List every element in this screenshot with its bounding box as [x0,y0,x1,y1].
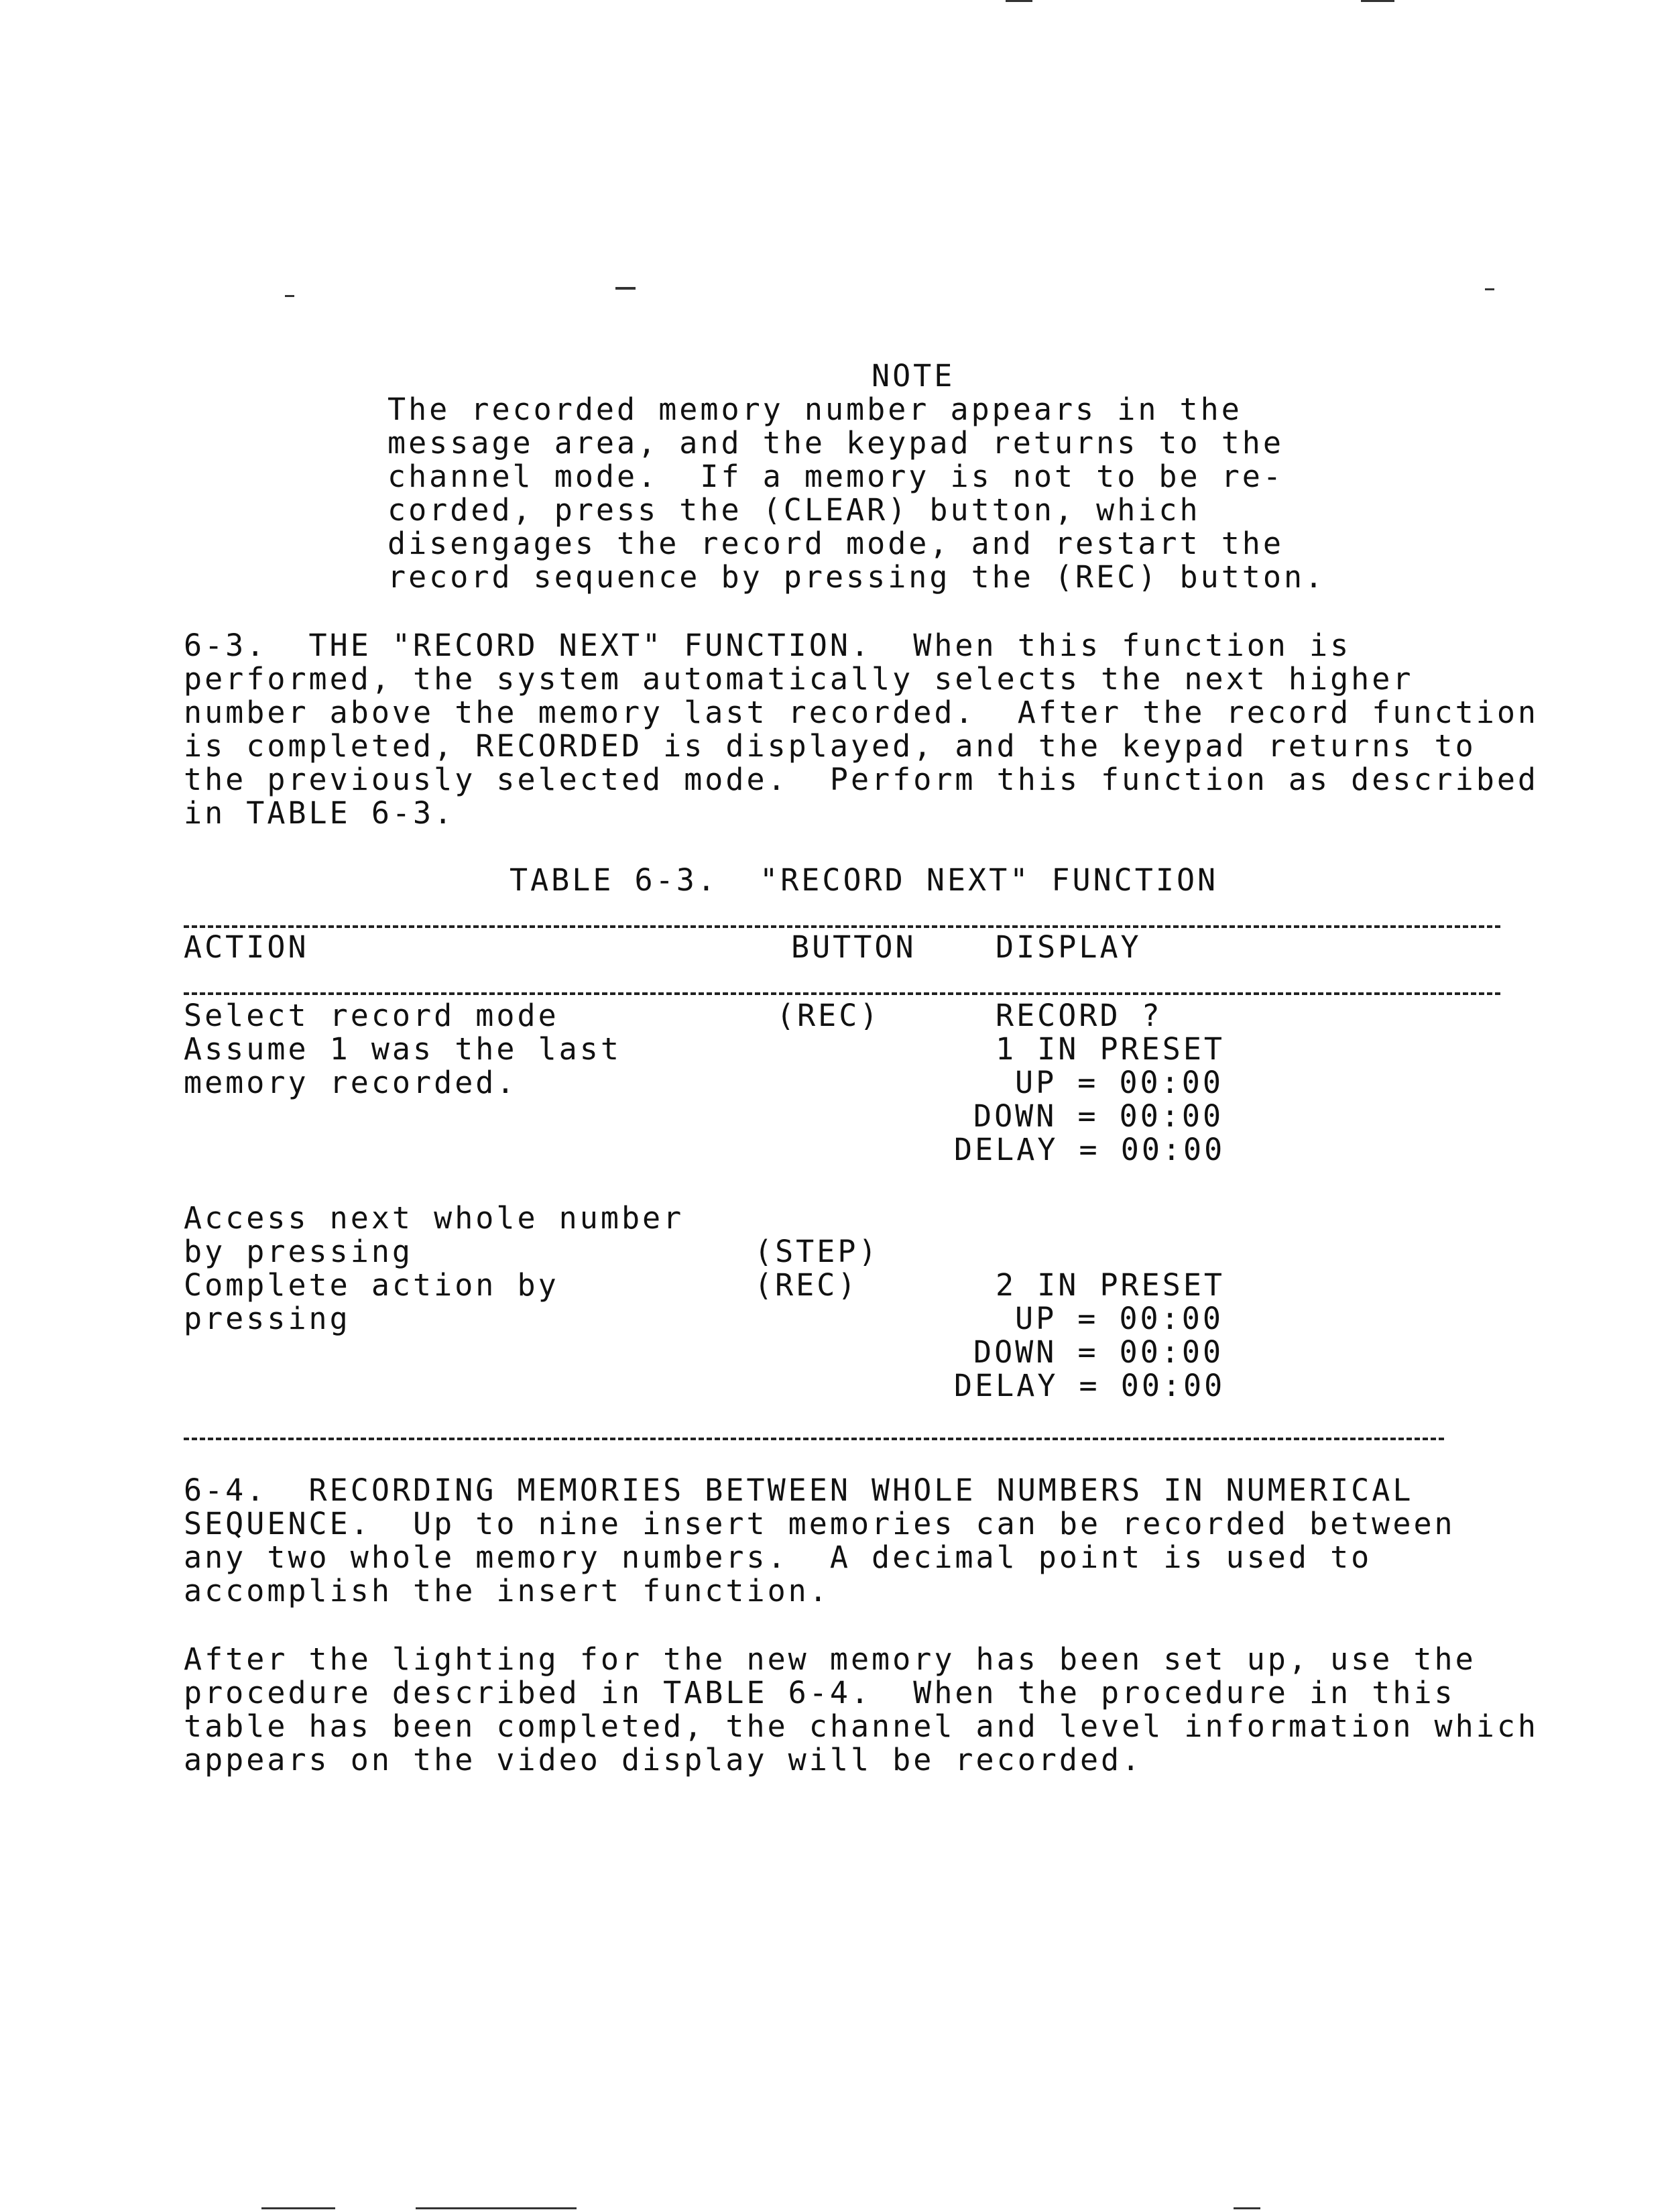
row1-display: RECORD ? [996,998,1162,1033]
section-6-3-line: is completed, RECORDED is displayed, and the keypad returns to [184,728,1476,764]
row1-action: Assume 1 was the last [184,1031,621,1067]
paragraph-line: After the lighting for the new memory has been set up, use the [184,1641,1476,1677]
table-caption: TABLE 6-3. "RECORD NEXT" FUNCTION [510,862,1219,898]
row2-action: pressing [184,1301,351,1336]
row1-display: UP = 00:00 [1015,1065,1223,1100]
note-line: message area, and the keypad returns to the [387,425,1284,461]
section-6-3-line: the previously selected mode. Perform this function as described [184,762,1539,797]
note-line: channel mode. If a memory is not to be re- [387,459,1284,494]
row2-display: 2 IN PRESET [996,1267,1225,1303]
table-rule-top [184,925,1500,928]
paragraph-line: table has been completed, the channel and level information which [184,1708,1539,1744]
scan-mark [1006,0,1032,2]
section-6-4-line: SEQUENCE. Up to nine insert memories can be recorded between [184,1506,1455,1541]
row2-button: (REC) [754,1267,859,1303]
row1-display: 1 IN PRESET [996,1031,1225,1067]
table-rule-header [184,992,1500,995]
row2-action: by pressing [184,1234,414,1269]
scan-mark [1361,0,1394,2]
table-rule-bottom [184,1438,1444,1440]
section-6-4-line: accomplish the insert function. [184,1573,830,1609]
row1-action: memory recorded. [184,1065,518,1100]
row1-display: DELAY = 00:00 [954,1132,1225,1167]
row1-action: Select record mode [184,998,559,1033]
scan-mark [261,2207,335,2209]
section-6-3-line: performed, the system automatically selects the next higher [184,661,1414,697]
header-button: BUTTON [791,929,916,965]
row2-action: Access next whole number [184,1200,684,1236]
paragraph-line: procedure described in TABLE 6-4. When the procedure in this [184,1675,1455,1710]
note-line: corded, press the (CLEAR) button, which [387,492,1201,528]
section-6-4-line: any two whole memory numbers. A decimal point is used to [184,1539,1372,1575]
row2-action: Complete action by [184,1267,559,1303]
row2-display: DOWN = 00:00 [973,1334,1224,1370]
scan-mark [285,295,294,297]
scan-mark [1234,2207,1260,2209]
row1-button: (REC) [776,998,881,1033]
row2-display: UP = 00:00 [1015,1301,1223,1336]
note-line: disengages the record mode, and restart the [387,526,1284,561]
row1-display: DOWN = 00:00 [973,1098,1224,1134]
header-action: ACTION [184,929,309,965]
section-6-4-line: 6-4. RECORDING MEMORIES BETWEEN WHOLE NUMBERS IN NUMERICAL [184,1472,1414,1508]
row2-button: (STEP) [754,1234,880,1269]
note-line: The recorded memory number appears in the [387,392,1242,427]
scan-mark [615,287,636,290]
section-6-3-line: 6-3. THE "RECORD NEXT" FUNCTION. When this function is [184,628,1352,663]
row2-display: DELAY = 00:00 [954,1368,1225,1403]
note-line: record sequence by pressing the (REC) button. [387,559,1326,595]
section-6-3-line: in TABLE 6-3. [184,795,455,831]
scan-mark [416,2207,577,2209]
scan-mark [1485,288,1494,290]
note-title: NOTE [872,358,955,394]
paragraph-line: appears on the video display will be recorded. [184,1742,1143,1778]
section-6-3-line: number above the memory last recorded. After the record function [184,695,1539,730]
header-display: DISPLAY [996,929,1142,965]
